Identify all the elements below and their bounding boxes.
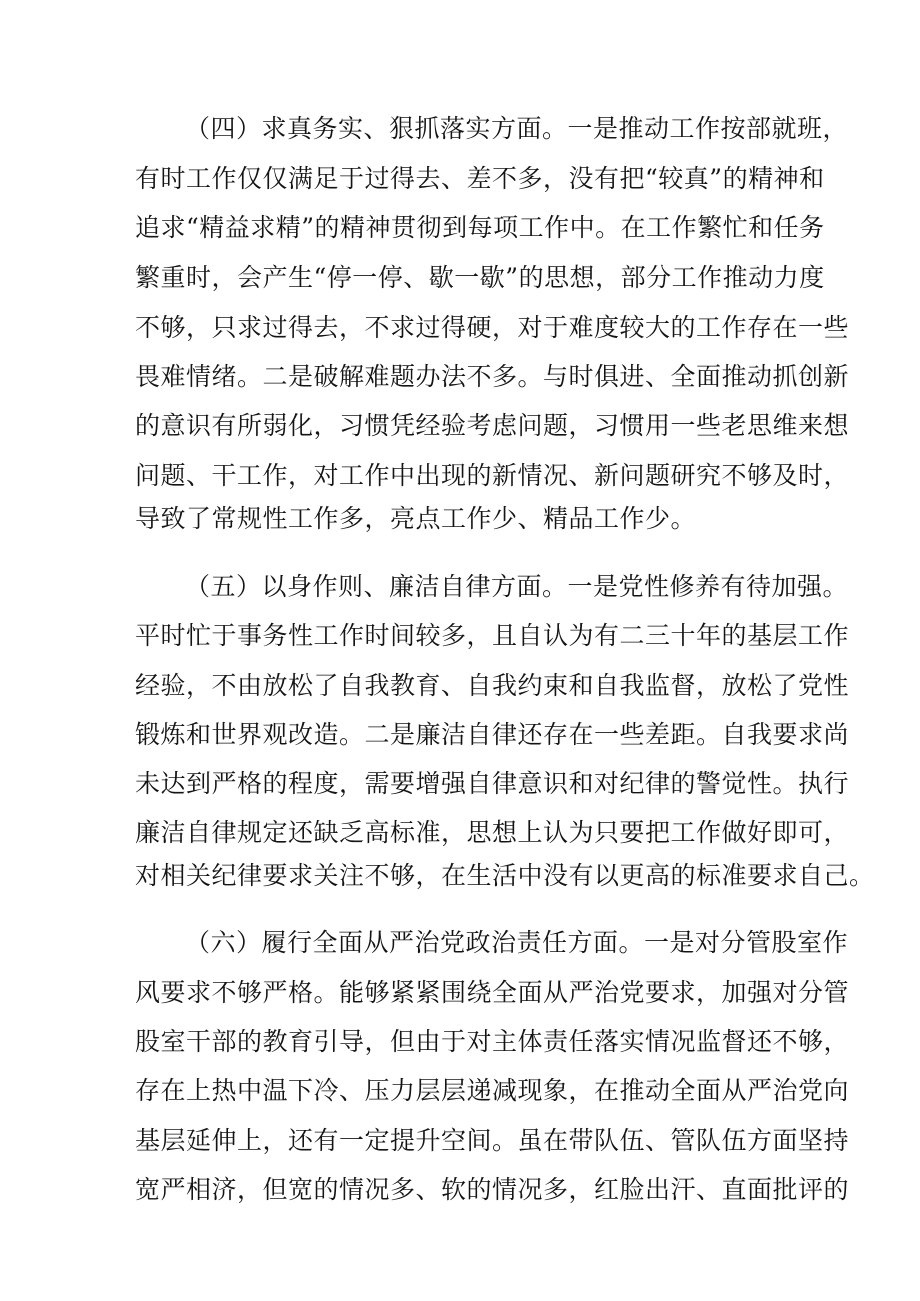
paragraph-4-line-1: （四）求真务实、狠抓落实方面。一是推动工作按部就班，	[185, 114, 849, 143]
paragraph-5-line-2: 平时忙于事务性工作时间较多，且自认为有二三十年的基层工作	[135, 621, 850, 650]
paragraph-5-line-7: 对相关纪律要求关注不够，在生活中没有以更高的标准要求自己。	[135, 861, 875, 890]
paragraph-6-line-4: 存在上热中温下冷、压力层层递减现象，在推动全面从严治党向	[135, 1076, 850, 1105]
paragraph-4-line-5: 不够，只求过得去，不求过得硬，对于难度较大的工作存在一些	[135, 313, 850, 342]
paragraph-5-line-1: （五）以身作则、廉洁自律方面。一是党性修养有待加强。	[185, 572, 849, 601]
paragraph-5-line-4: 锻炼和世界观改造。二是廉洁自律还存在一些差距。自我要求尚	[135, 720, 850, 749]
paragraph-4-line-7: 的意识有所弱化，习惯凭经验考虑问题，习惯用一些老思维来想	[135, 411, 850, 440]
paragraph-5-line-6: 廉洁自律规定还缺乏高标准，思想上认为只要把工作做好即可，	[135, 818, 850, 847]
paragraph-5-line-5: 未达到严格的程度，需要增强自律意识和对纪律的警觉性。执行	[135, 769, 850, 798]
paragraph-4-line-4: 繁重时，会产生“停一停、歇一歇”的思想，部分工作推动力度	[135, 263, 825, 292]
paragraph-5-line-3: 经验，不由放松了自我教育、自我约束和自我监督，放松了党性	[135, 671, 850, 700]
paragraph-4-line-9: 导致了常规性工作多，亮点工作少、精品工作少。	[135, 504, 697, 533]
paragraph-6-line-6: 宽严相济，但宽的情况多、软的情况多，红脸出汗、直面批评的	[135, 1175, 850, 1204]
paragraph-6-line-5: 基层延伸上，还有一定提升空间。虽在带队伍、管队伍方面坚持	[135, 1126, 850, 1155]
paragraph-4-line-6: 畏难情绪。二是破解难题办法不多。与时俱进、全面推动抓创新	[135, 362, 850, 391]
paragraph-6-line-3: 股室干部的教育引导，但由于对主体责任落实情况监督还不够，	[135, 1027, 850, 1056]
paragraph-4-line-8: 问题、干工作，对工作中出现的新情况、新问题研究不够及时，	[135, 461, 850, 490]
paragraph-4-line-3: 追求“精益求精”的精神贯彻到每项工作中。在工作繁忙和任务	[135, 213, 825, 242]
paragraph-6-line-1: （六）履行全面从严治党政治责任方面。一是对分管股室作	[185, 928, 849, 957]
paragraph-6-line-2: 风要求不够严格。能够紧紧围绕全面从严治党要求，加强对分管	[135, 978, 850, 1007]
paragraph-4-line-2: 有时工作仅仅满足于过得去、差不多，没有把“较真”的精神和	[135, 164, 825, 193]
